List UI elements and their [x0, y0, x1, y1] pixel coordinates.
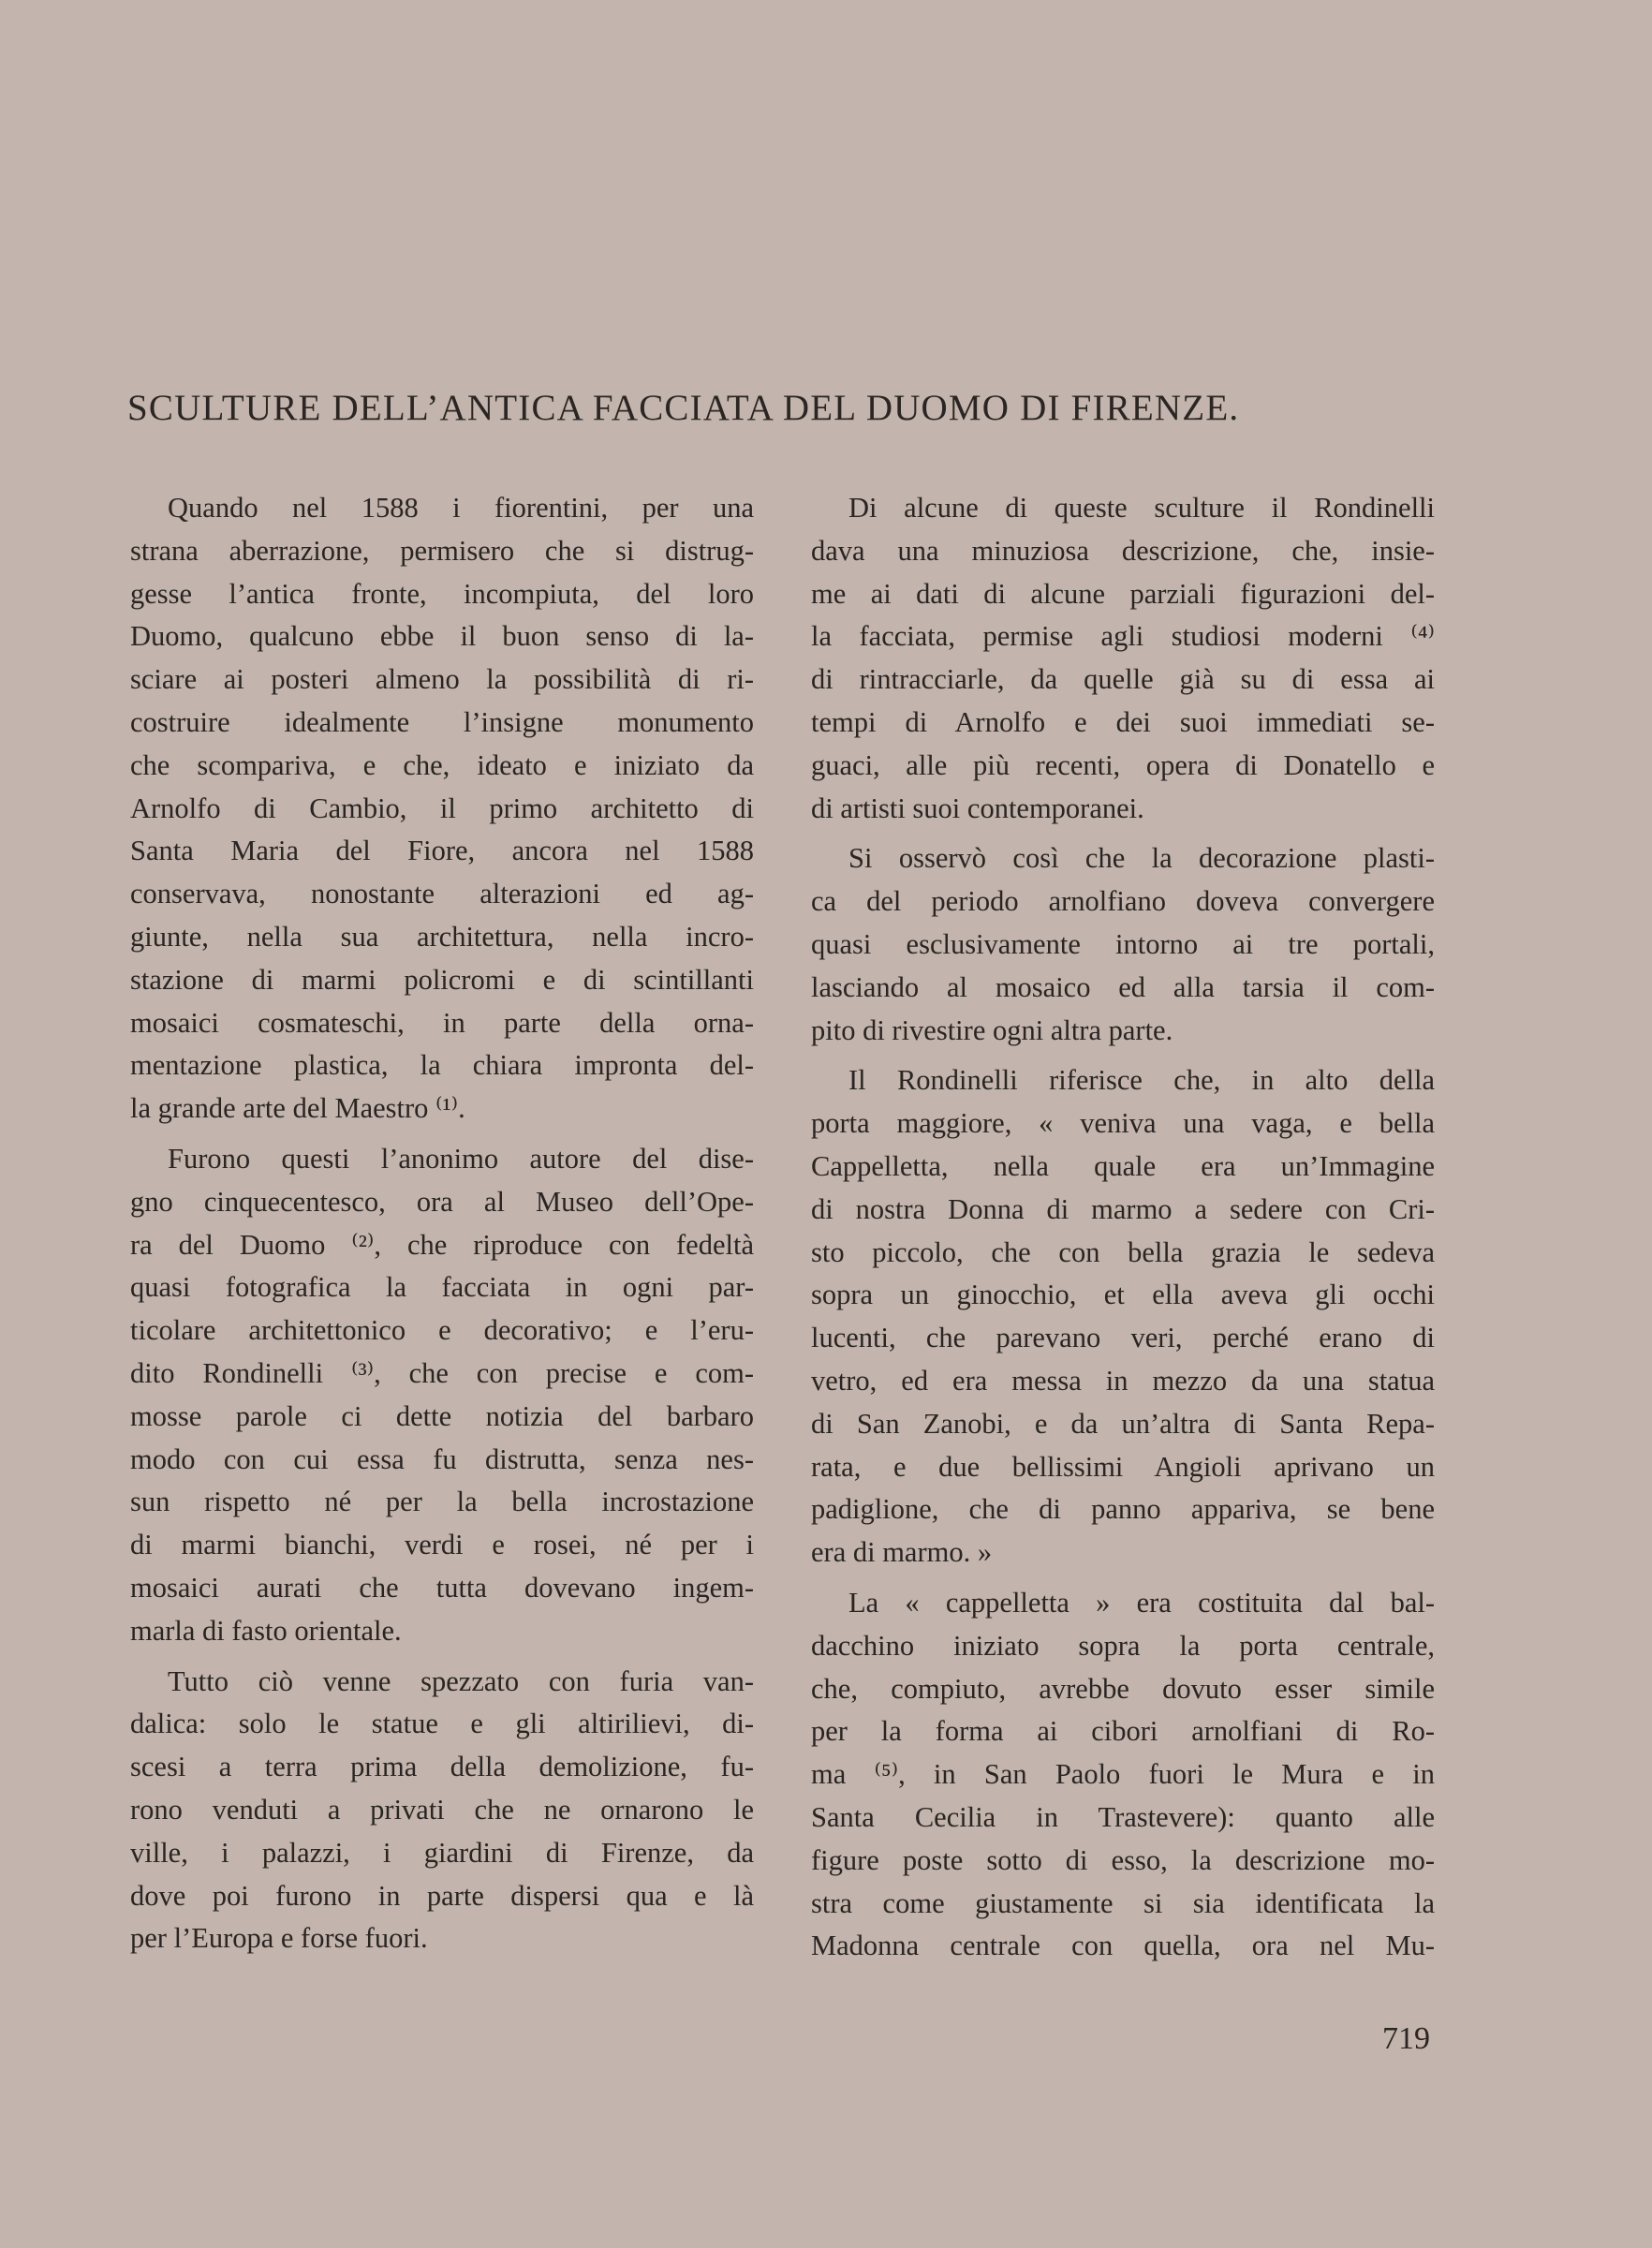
paragraph — [811, 487, 1435, 830]
text-line: quasi esclusivamente intorno ai tre portali, — [811, 927, 1435, 960]
text-line: modo con cui essa fu distrutta, senza nes- — [130, 1442, 754, 1475]
text-line: pito di rivestire ogni altra parte. — [811, 1013, 1173, 1046]
text-line: rata, e due bellissimi Angioli aprivano un — [811, 1450, 1435, 1483]
text-line: Santa Maria del Fiore, ancora nel 1588 — [130, 835, 754, 867]
text-line: tempi di Arnolfo e dei suoi immediati se- — [811, 705, 1435, 738]
text-line: sto piccolo, che con bella grazia le sedeva — [811, 1235, 1435, 1268]
text-line: dove poi furono in parte dispersi qua e là — [130, 1879, 754, 1912]
paragraph-gap — [811, 830, 1435, 837]
text-line: Madonna centrale con quella, ora nel Mu- — [811, 1930, 1435, 1962]
text-line: era di marmo. » — [811, 1536, 993, 1569]
text-line: per l’Europa e forse fuori. — [130, 1922, 428, 1955]
paragraph — [130, 1138, 754, 1653]
text-line: sciare ai posteri almeno la possibilità di ri- — [130, 663, 754, 696]
text-line: La « cappelletta » era costituita dal bal- — [848, 1586, 1435, 1619]
text-line: rono venduti a privati che ne ornarono le — [130, 1793, 754, 1826]
text-line: la grande arte del Maestro ⁽¹⁾. — [130, 1092, 465, 1125]
text-line: Tutto ciò venne spezzato con furia van- — [168, 1664, 754, 1697]
paragraph — [130, 487, 754, 1131]
page-title: SCULTURE DELL’ANTICA FACCIATA DEL DUOMO DI FIRENZE. — [127, 388, 1240, 428]
text-line: mentazione plastica, la chiara impronta del- — [130, 1049, 754, 1082]
right-text-column — [811, 487, 1435, 1968]
text-line: gno cinquecentesco, ora al Museo dell’Ope- — [130, 1185, 754, 1218]
text-line: vetro, ed era messa in mezzo da una statua — [811, 1364, 1435, 1397]
text-line: scesi a terra prima della demolizione, fu- — [130, 1751, 754, 1783]
text-line: che scompariva, e che, ideato e iniziato da — [130, 748, 754, 781]
text-line: Duomo, qualcuno ebbe il buon senso di la- — [130, 620, 754, 653]
text-line: gesse l’antica fronte, incompiuta, del loro — [130, 577, 754, 610]
left-text-column — [130, 487, 754, 1960]
text-line: guaci, alle più recenti, opera di Donatello e — [811, 748, 1435, 781]
text-line: mosaici aurati che tutta dovevano ingem- — [130, 1571, 754, 1604]
paragraph-gap — [811, 1052, 1435, 1059]
text-line: Santa Cecilia in Trastevere): quanto alle — [811, 1800, 1435, 1833]
text-line: dacchino iniziato sopra la porta centrale, — [811, 1629, 1435, 1662]
text-line: mosaici cosmateschi, in parte della orna- — [130, 1006, 754, 1039]
text-line: stra come giustamente si sia identificata la — [811, 1886, 1435, 1919]
text-line: marla di fasto orientale. — [130, 1614, 402, 1647]
text-line: figure poste sotto di esso, la descrizione mo- — [811, 1843, 1435, 1876]
text-line: per la forma ai cibori arnolfiani di Ro- — [811, 1715, 1435, 1748]
paragraph — [811, 1059, 1435, 1575]
text-line: conservava, nonostante alterazioni ed ag- — [130, 878, 754, 910]
text-line: stazione di marmi policromi e di scintillanti — [130, 963, 754, 996]
text-line: quasi fotografica la facciata in ogni par- — [130, 1271, 754, 1304]
text-line: Si osservò così che la decorazione plasti- — [848, 842, 1435, 875]
text-line: di rintracciarle, da quelle già su di essa ai — [811, 663, 1435, 696]
paragraph — [811, 837, 1435, 1052]
text-line: Di alcune di queste sculture il Rondinelli — [848, 492, 1435, 524]
text-line: lucenti, che parevano veri, perché erano di — [811, 1322, 1435, 1354]
paragraph — [811, 1582, 1435, 1968]
text-line: ma ⁽⁵⁾, in San Paolo fuori le Mura e in — [811, 1758, 1435, 1791]
text-line: di nostra Donna di marmo a sedere con Cri- — [811, 1192, 1435, 1225]
text-line: porta maggiore, « veniva una vaga, e bella — [811, 1107, 1435, 1140]
text-line: Cappelletta, nella quale era un’Immagine — [811, 1149, 1435, 1182]
page-number: 719 — [1382, 2021, 1430, 2056]
text-line: lasciando al mosaico ed alla tarsia il com- — [811, 970, 1435, 1003]
text-line: ticolare architettonico e decorativo; e l’eru- — [130, 1314, 754, 1347]
text-line: strana aberrazione, permisero che si distrug- — [130, 534, 754, 567]
text-line: mosse parole ci dette notizia del barbaro — [130, 1399, 754, 1432]
text-line: dalica: solo le statue e gli altirilievi, di- — [130, 1708, 754, 1740]
text-line: Furono questi l’anonimo autore del dise- — [168, 1142, 754, 1175]
paragraph-gap — [811, 1575, 1435, 1582]
text-line: la facciata, permise agli studiosi moderni ⁽⁴⁾ — [811, 620, 1435, 653]
text-line: padiglione, che di panno appariva, se bene — [811, 1493, 1435, 1526]
text-line: costruire idealmente l’insigne monumento — [130, 705, 754, 738]
text-line: ca del periodo arnolfiano doveva convergere — [811, 885, 1435, 918]
text-line: che, compiuto, avrebbe dovuto esser simile — [811, 1672, 1435, 1705]
paragraph-gap — [130, 1131, 754, 1138]
text-line: dava una minuziosa descrizione, che, insie- — [811, 534, 1435, 567]
text-line: ra del Duomo ⁽²⁾, che riproduce con fedeltà — [130, 1228, 754, 1261]
text-line: Il Rondinelli riferisce che, in alto della — [848, 1064, 1435, 1097]
text-line: giunte, nella sua architettura, nella incro- — [130, 920, 754, 953]
text-line: me ai dati di alcune parziali figurazioni del- — [811, 577, 1435, 610]
paragraph-gap — [130, 1653, 754, 1661]
text-line: Quando nel 1588 i fiorentini, per una — [168, 492, 754, 524]
text-line: di San Zanobi, e da un’altra di Santa Repa- — [811, 1407, 1435, 1440]
text-line: sun rispetto né per la bella incrostazione — [130, 1486, 754, 1518]
text-line: ville, i palazzi, i giardini di Firenze, da — [130, 1836, 754, 1869]
text-line: dito Rondinelli ⁽³⁾, che con precise e com- — [130, 1356, 754, 1389]
paragraph — [130, 1661, 754, 1961]
text-line: Arnolfo di Cambio, il primo architetto di — [130, 791, 754, 824]
text-line: di marmi bianchi, verdi e rosei, né per i — [130, 1529, 754, 1561]
text-line: di artisti suoi contemporanei. — [811, 791, 1144, 824]
text-line: sopra un ginocchio, et ella aveva gli occhi — [811, 1279, 1435, 1311]
